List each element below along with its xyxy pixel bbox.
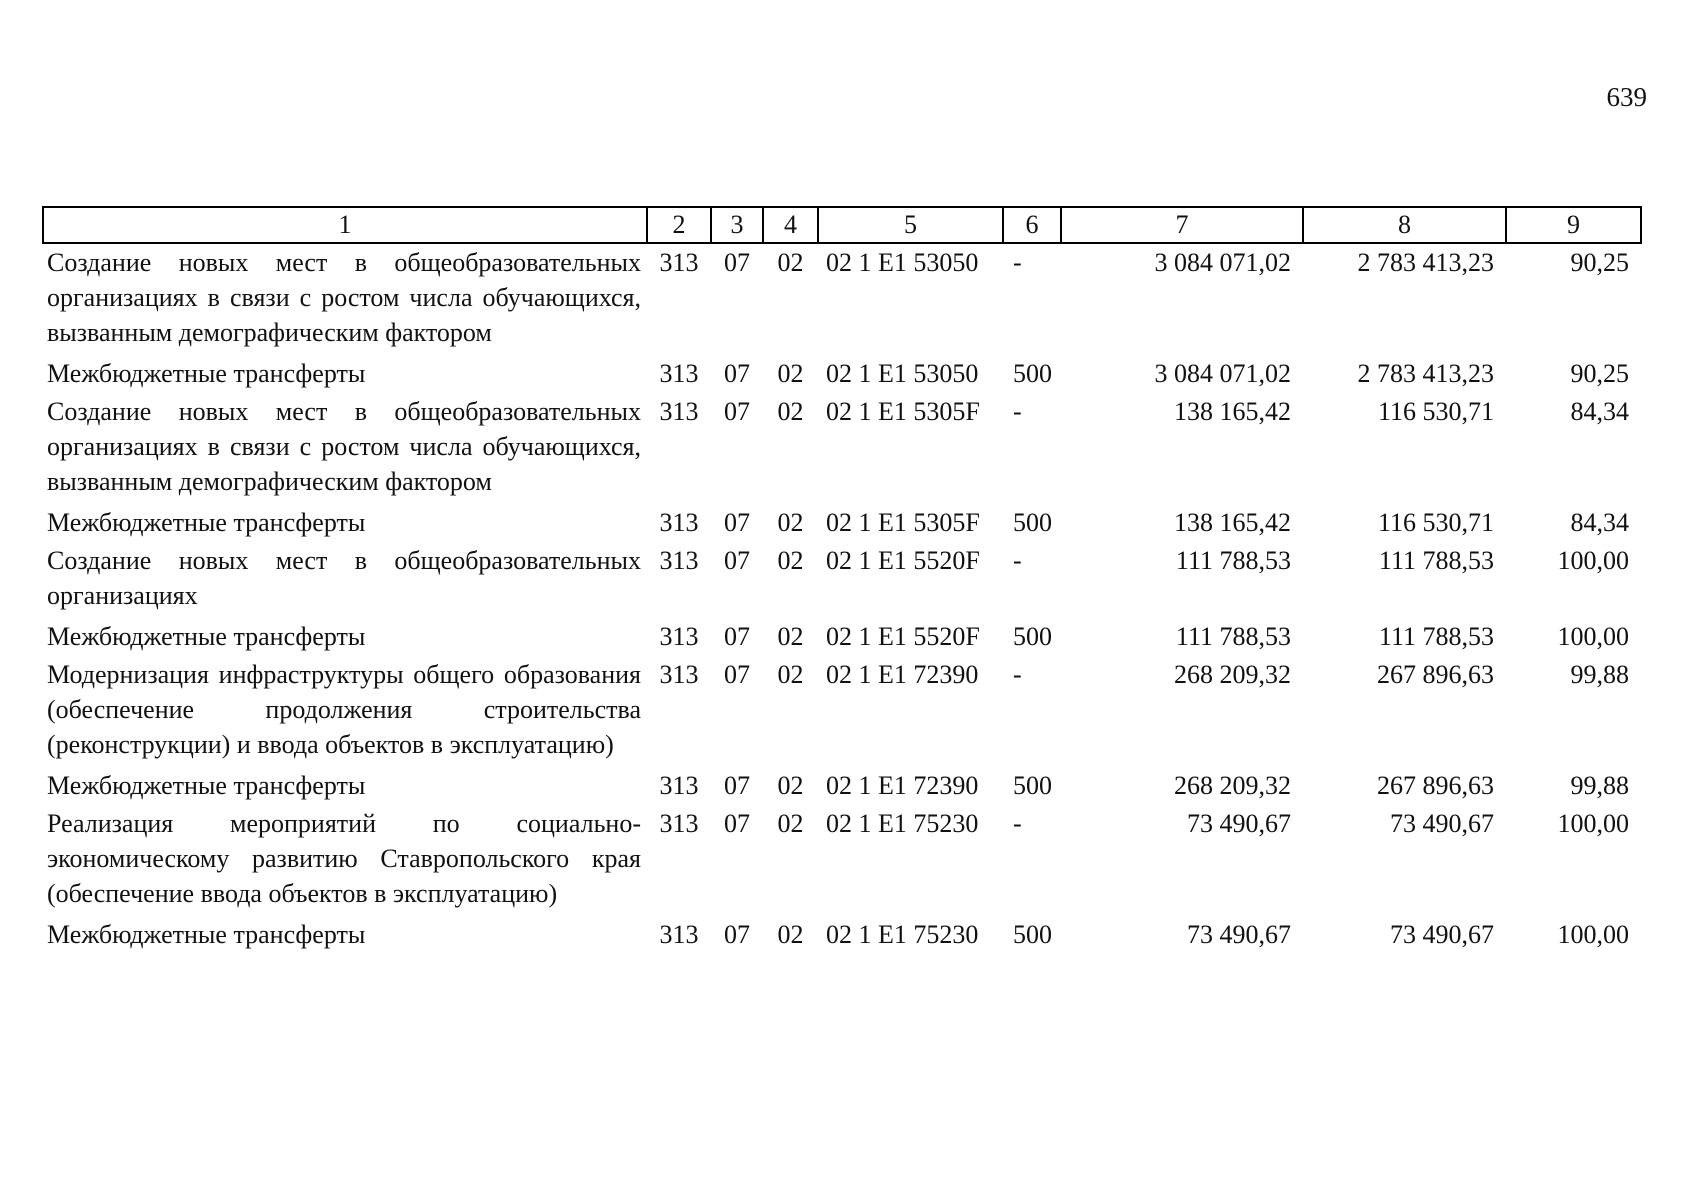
row-vr: - <box>1013 248 1022 277</box>
row-fact: 116 530,71 <box>1377 397 1494 426</box>
row-pr: 02 <box>777 660 804 689</box>
row-rz: 07 <box>724 622 750 651</box>
table-row <box>43 243 1641 355</box>
header-cell-9: 9 <box>1506 207 1641 243</box>
table-row <box>43 542 1641 618</box>
row-pr: 02 <box>777 248 804 277</box>
table-row <box>43 916 1641 954</box>
row-pr: 02 <box>777 920 804 949</box>
row-vr: 500 <box>1013 771 1052 800</box>
row-percent: 90,25 <box>1570 248 1629 277</box>
row-fact: 267 896,63 <box>1377 771 1494 800</box>
row-ved: 313 <box>659 622 699 651</box>
row-plan: 111 788,53 <box>1175 546 1291 575</box>
row-fact: 267 896,63 <box>1377 660 1494 689</box>
row-name: Межбюджетные трансферты <box>47 771 366 800</box>
row-rz: 07 <box>724 397 750 426</box>
row-ved: 313 <box>659 397 699 426</box>
row-percent: 100,00 <box>1557 546 1629 575</box>
row-fact: 73 490,67 <box>1390 809 1494 838</box>
header-cell-6: 6 <box>1003 207 1061 243</box>
row-plan: 73 490,67 <box>1187 920 1291 949</box>
row-plan: 268 209,32 <box>1174 771 1291 800</box>
row-vr: 500 <box>1013 622 1052 651</box>
row-pr: 02 <box>777 397 804 426</box>
row-plan: 138 165,42 <box>1174 508 1291 537</box>
row-name: Межбюджетные трансферты <box>47 920 366 949</box>
row-ved: 313 <box>659 508 699 537</box>
row-plan: 3 084 071,02 <box>1154 359 1291 388</box>
header-cell-8: 8 <box>1303 207 1506 243</box>
table-header <box>43 207 1641 243</box>
row-csr: 02 1 Е1 53050 <box>826 359 979 388</box>
budget-table <box>42 206 1642 954</box>
row-csr: 02 1 Е1 75230 <box>826 809 979 838</box>
table-row <box>43 504 1641 542</box>
row-csr: 02 1 Е1 5520F <box>826 546 980 575</box>
row-vr: - <box>1013 397 1022 426</box>
row-pr: 02 <box>777 359 804 388</box>
row-plan: 3 084 071,02 <box>1154 248 1291 277</box>
row-rz: 07 <box>724 660 750 689</box>
row-ved: 313 <box>659 359 699 388</box>
row-percent: 99,88 <box>1570 660 1629 689</box>
row-name: Межбюджетные трансферты <box>47 359 366 388</box>
row-name: Создание новых мест в общеобразовательных организациях в связи с ростом числа обучающихся, вызванным демографическим фактором <box>47 248 641 347</box>
row-ved: 313 <box>659 248 699 277</box>
row-ved: 313 <box>659 920 699 949</box>
row-pr: 02 <box>777 771 804 800</box>
row-vr: - <box>1013 809 1022 838</box>
row-percent: 84,34 <box>1570 508 1629 537</box>
row-plan: 268 209,32 <box>1174 660 1291 689</box>
row-pr: 02 <box>777 546 804 575</box>
row-ved: 313 <box>659 546 699 575</box>
table-row <box>43 767 1641 805</box>
row-percent: 100,00 <box>1557 622 1629 651</box>
header-cell-1: 1 <box>43 207 647 243</box>
row-csr: 02 1 Е1 75230 <box>826 920 979 949</box>
table-body <box>43 243 1641 954</box>
row-csr: 02 1 Е1 5305F <box>826 397 980 426</box>
table-row <box>43 805 1641 916</box>
row-csr: 02 1 Е1 72390 <box>826 660 979 689</box>
row-fact: 111 788,53 <box>1378 546 1494 575</box>
row-name: Межбюджетные трансферты <box>47 508 366 537</box>
row-percent: 90,25 <box>1570 359 1629 388</box>
row-pr: 02 <box>777 508 804 537</box>
header-cell-2: 2 <box>647 207 711 243</box>
row-name: Реализация мероприятий по социально-экономическому развитию Ставропольского края (обеспечение ввода объектов в эксплуатацию) <box>47 809 641 908</box>
row-vr: 500 <box>1013 359 1052 388</box>
row-pr: 02 <box>777 809 804 838</box>
header-cell-3: 3 <box>711 207 763 243</box>
header-row <box>43 207 1641 243</box>
table-row <box>43 618 1641 656</box>
row-pr: 02 <box>777 622 804 651</box>
header-cell-7: 7 <box>1061 207 1303 243</box>
header-cell-5: 5 <box>818 207 1003 243</box>
row-name: Модернизация инфраструктуры общего образования (обеспечение продолжения строительства (реконструкции) и ввода объектов в эксплуатацию) <box>47 660 641 759</box>
row-fact: 111 788,53 <box>1378 622 1494 651</box>
row-name: Создание новых мест в общеобразовательных организациях в связи с ростом числа обучающихся, вызванным демографическим фактором <box>47 397 641 496</box>
row-fact: 116 530,71 <box>1377 508 1494 537</box>
row-vr: - <box>1013 546 1022 575</box>
page-number: 639 <box>1606 82 1647 112</box>
row-rz: 07 <box>724 508 750 537</box>
row-rz: 07 <box>724 248 750 277</box>
row-csr: 02 1 Е1 53050 <box>826 248 979 277</box>
row-plan: 73 490,67 <box>1187 809 1291 838</box>
row-rz: 07 <box>724 359 750 388</box>
row-name: Межбюджетные трансферты <box>47 622 366 651</box>
header-cell-4: 4 <box>763 207 818 243</box>
row-percent: 100,00 <box>1557 920 1629 949</box>
row-rz: 07 <box>724 546 750 575</box>
row-percent: 100,00 <box>1557 809 1629 838</box>
row-vr: 500 <box>1013 920 1052 949</box>
row-csr: 02 1 Е1 5305F <box>826 508 980 537</box>
row-csr: 02 1 Е1 72390 <box>826 771 979 800</box>
row-percent: 84,34 <box>1570 397 1629 426</box>
row-rz: 07 <box>724 809 750 838</box>
table-row <box>43 393 1641 504</box>
row-vr: - <box>1013 660 1022 689</box>
row-percent: 99,88 <box>1570 771 1629 800</box>
table-row <box>43 355 1641 393</box>
table-row <box>43 656 1641 767</box>
row-plan: 138 165,42 <box>1174 397 1291 426</box>
row-rz: 07 <box>724 920 750 949</box>
row-name: Создание новых мест в общеобразовательных организациях <box>47 546 641 610</box>
row-plan: 111 788,53 <box>1175 622 1291 651</box>
row-csr: 02 1 Е1 5520F <box>826 622 980 651</box>
row-vr: 500 <box>1013 508 1052 537</box>
row-ved: 313 <box>659 809 699 838</box>
row-fact: 73 490,67 <box>1390 920 1494 949</box>
row-fact: 2 783 413,23 <box>1357 248 1494 277</box>
row-rz: 07 <box>724 771 750 800</box>
row-ved: 313 <box>659 771 699 800</box>
row-ved: 313 <box>659 660 699 689</box>
row-fact: 2 783 413,23 <box>1357 359 1494 388</box>
